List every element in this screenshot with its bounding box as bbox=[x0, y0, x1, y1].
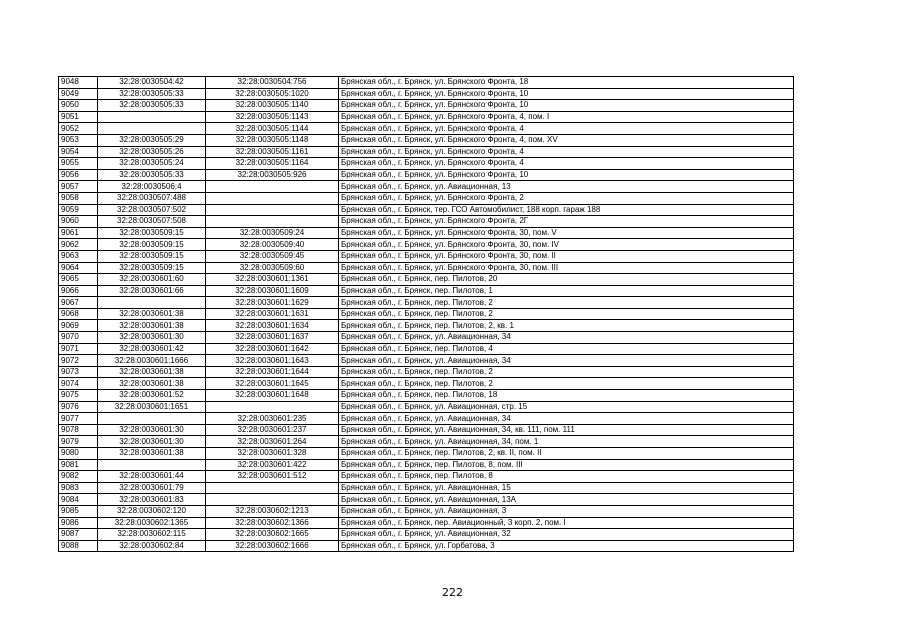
building-cadastral-number-cell bbox=[206, 192, 339, 204]
table-row bbox=[59, 111, 794, 123]
table-row bbox=[59, 239, 794, 251]
building-cadastral-number-cell: 32:28:0030601:1609 bbox=[206, 285, 339, 297]
land-cadastral-number-cell bbox=[98, 297, 206, 309]
address-cell: Брянская обл., г. Брянск, пер. Пилотов, 2 bbox=[339, 378, 794, 390]
land-cadastral-number-cell bbox=[98, 123, 206, 135]
address-cell: Брянская обл., г. Брянск, пер. Пилотов, 2 bbox=[339, 308, 794, 320]
land-cadastral-number-cell: 32:28:0030507:508 bbox=[98, 216, 206, 228]
row-number-cell: 9050 bbox=[59, 100, 98, 112]
address-cell: Брянская обл., г. Брянск, пер. Пилотов, 2, кв. II, пом. II bbox=[339, 448, 794, 460]
table-row bbox=[59, 123, 794, 135]
address-cell: Брянская обл., г. Брянск, ул. Авиационная, 13 bbox=[339, 181, 794, 193]
land-cadastral-number-cell bbox=[98, 111, 206, 123]
land-cadastral-number-cell: 32:28:0030601:30 bbox=[98, 332, 206, 344]
table-row bbox=[59, 204, 794, 216]
land-cadastral-number-cell: 32:28:0030507:502 bbox=[98, 204, 206, 216]
address-cell: Брянская обл., г. Брянск, ул. Авиационная, стр. 15 bbox=[339, 401, 794, 413]
address-cell: Брянская обл., г. Брянск, ул. Брянского Фронта, 4 bbox=[339, 146, 794, 158]
address-cell: Брянская обл., г. Брянск, ул. Авиационная, 34, кв. 111, пом. 111 bbox=[339, 424, 794, 436]
row-number-cell: 9066 bbox=[59, 285, 98, 297]
row-number-cell: 9070 bbox=[59, 332, 98, 344]
row-number-cell: 9074 bbox=[59, 378, 98, 390]
land-cadastral-number-cell: 32:28:0030505:29 bbox=[98, 134, 206, 146]
land-cadastral-number-cell: 32:28:0030505:33 bbox=[98, 169, 206, 181]
address-cell: Брянская обл., г. Брянск, пер. Пилотов, 20 bbox=[339, 274, 794, 286]
address-cell: Брянская обл., г. Брянск, ул. Брянского Фронта, 30, пом. II bbox=[339, 250, 794, 262]
building-cadastral-number-cell: 32:28:0030505:1144 bbox=[206, 123, 339, 135]
table-row bbox=[59, 459, 794, 471]
land-cadastral-number-cell: 32:28:0030601:44 bbox=[98, 471, 206, 483]
address-cell: Брянская обл., г. Брянск, ул. Брянского Фронта, 10 bbox=[339, 100, 794, 112]
table-row bbox=[59, 517, 794, 529]
row-number-cell: 9061 bbox=[59, 227, 98, 239]
address-cell: Брянская обл., г. Брянск, ул. Авиационная, 3 bbox=[339, 505, 794, 517]
building-cadastral-number-cell: 32:28:0030504:756 bbox=[206, 77, 339, 89]
building-cadastral-number-cell: 32:28:0030509:40 bbox=[206, 239, 339, 251]
registry-table-body bbox=[59, 77, 794, 552]
address-cell: Брянская обл., г. Брянск, ул. Авиационная, 13А bbox=[339, 494, 794, 506]
address-cell: Брянская обл., г. Брянск, ул. Брянского Фронта, 30, пом. V bbox=[339, 227, 794, 239]
table-row bbox=[59, 366, 794, 378]
building-cadastral-number-cell: 32:28:0030601:1629 bbox=[206, 297, 339, 309]
land-cadastral-number-cell: 32:28:0030505:33 bbox=[98, 88, 206, 100]
row-number-cell: 9085 bbox=[59, 505, 98, 517]
row-number-cell: 9051 bbox=[59, 111, 98, 123]
table-row bbox=[59, 505, 794, 517]
table-row bbox=[59, 471, 794, 483]
row-number-cell: 9086 bbox=[59, 517, 98, 529]
address-cell: Брянская обл., г. Брянск, ул. Брянского Фронта, 4, пом. XV bbox=[339, 134, 794, 146]
table-row bbox=[59, 297, 794, 309]
table-row bbox=[59, 448, 794, 460]
row-number-cell: 9075 bbox=[59, 390, 98, 402]
row-number-cell: 9053 bbox=[59, 134, 98, 146]
land-cadastral-number-cell: 32:28:0030507:488 bbox=[98, 192, 206, 204]
address-cell: Брянская обл., г. Брянск, пер. Пилотов, 8 bbox=[339, 471, 794, 483]
building-cadastral-number-cell: 32:28:0030601:1643 bbox=[206, 355, 339, 367]
building-cadastral-number-cell: 32:28:0030505:1020 bbox=[206, 88, 339, 100]
row-number-cell: 9071 bbox=[59, 343, 98, 355]
table-row bbox=[59, 494, 794, 506]
building-cadastral-number-cell: 32:28:0030509:24 bbox=[206, 227, 339, 239]
land-cadastral-number-cell: 32:28:0030601:60 bbox=[98, 274, 206, 286]
table-row bbox=[59, 413, 794, 425]
table-row bbox=[59, 192, 794, 204]
table-row bbox=[59, 146, 794, 158]
table-row bbox=[59, 285, 794, 297]
land-cadastral-number-cell: 32:28:0030601:30 bbox=[98, 424, 206, 436]
row-number-cell: 9059 bbox=[59, 204, 98, 216]
building-cadastral-number-cell: 32:28:0030601:1631 bbox=[206, 308, 339, 320]
land-cadastral-number-cell: 32:28:0030509:15 bbox=[98, 239, 206, 251]
address-cell: Брянская обл., г. Брянск, пер. Пилотов, 2 bbox=[339, 297, 794, 309]
table-row bbox=[59, 529, 794, 541]
land-cadastral-number-cell: 32:28:0030601:38 bbox=[98, 308, 206, 320]
land-cadastral-number-cell: 32:28:0030601:38 bbox=[98, 378, 206, 390]
building-cadastral-number-cell: 32:28:0030601:264 bbox=[206, 436, 339, 448]
building-cadastral-number-cell: 32:28:0030601:328 bbox=[206, 448, 339, 460]
building-cadastral-number-cell: 32:28:0030601:1642 bbox=[206, 343, 339, 355]
address-cell: Брянская обл., г. Брянск, ул. Авиационная, 34, пом. 1 bbox=[339, 436, 794, 448]
land-cadastral-number-cell: 32:28:0030601:1651 bbox=[98, 401, 206, 413]
address-cell: Брянская обл., г. Брянск, ул. Горбатова, 3 bbox=[339, 540, 794, 552]
building-cadastral-number-cell bbox=[206, 216, 339, 228]
table-row bbox=[59, 355, 794, 367]
address-cell: Брянская обл., г. Брянск, ул. Брянского Фронта, 30, пом. III bbox=[339, 262, 794, 274]
land-cadastral-number-cell: 32:28:0030601:52 bbox=[98, 390, 206, 402]
address-cell: Брянская обл., г. Брянск, ул. Брянского Фронта, 10 bbox=[339, 88, 794, 100]
row-number-cell: 9056 bbox=[59, 169, 98, 181]
row-number-cell: 9048 bbox=[59, 77, 98, 89]
table-row bbox=[59, 401, 794, 413]
land-cadastral-number-cell: 32:28:0030602:1365 bbox=[98, 517, 206, 529]
building-cadastral-number-cell: 32:28:0030505:1161 bbox=[206, 146, 339, 158]
row-number-cell: 9069 bbox=[59, 320, 98, 332]
land-cadastral-number-cell: 32:28:0030602:120 bbox=[98, 505, 206, 517]
address-cell: Брянская обл., г. Брянск, ул. Брянского Фронта, 4 bbox=[339, 123, 794, 135]
land-cadastral-number-cell: 32:28:0030505:26 bbox=[98, 146, 206, 158]
land-cadastral-number-cell: 32:28:0030509:15 bbox=[98, 262, 206, 274]
row-number-cell: 9083 bbox=[59, 482, 98, 494]
building-cadastral-number-cell: 32:28:0030602:1666 bbox=[206, 540, 339, 552]
building-cadastral-number-cell: 32:28:0030505:1164 bbox=[206, 158, 339, 170]
building-cadastral-number-cell: 32:28:0030601:1634 bbox=[206, 320, 339, 332]
table-row bbox=[59, 181, 794, 193]
building-cadastral-number-cell: 32:28:0030601:237 bbox=[206, 424, 339, 436]
address-cell: Брянская обл., г. Брянск, пер. Пилотов, 2, кв. 1 bbox=[339, 320, 794, 332]
address-cell: Брянская обл., г. Брянск, ул. Брянского Фронта, 4 bbox=[339, 158, 794, 170]
page-number: 222 bbox=[442, 586, 463, 599]
address-cell: Брянская обл., г. Брянск, ул. Авиационная, 34 bbox=[339, 413, 794, 425]
row-number-cell: 9064 bbox=[59, 262, 98, 274]
row-number-cell: 9082 bbox=[59, 471, 98, 483]
row-number-cell: 9062 bbox=[59, 239, 98, 251]
table-row bbox=[59, 227, 794, 239]
table-row bbox=[59, 343, 794, 355]
row-number-cell: 9080 bbox=[59, 448, 98, 460]
land-cadastral-number-cell: 32:28:0030602:115 bbox=[98, 529, 206, 541]
address-cell: Брянская обл., г. Брянск, пер. Пилотов, 4 bbox=[339, 343, 794, 355]
land-cadastral-number-cell: 32:28:0030601:30 bbox=[98, 436, 206, 448]
building-cadastral-number-cell bbox=[206, 482, 339, 494]
land-cadastral-number-cell bbox=[98, 459, 206, 471]
row-number-cell: 9072 bbox=[59, 355, 98, 367]
table-row bbox=[59, 262, 794, 274]
row-number-cell: 9077 bbox=[59, 413, 98, 425]
building-cadastral-number-cell bbox=[206, 401, 339, 413]
table-row bbox=[59, 100, 794, 112]
row-number-cell: 9087 bbox=[59, 529, 98, 541]
row-number-cell: 9063 bbox=[59, 250, 98, 262]
building-cadastral-number-cell: 32:28:0030601:422 bbox=[206, 459, 339, 471]
row-number-cell: 9052 bbox=[59, 123, 98, 135]
table-row bbox=[59, 250, 794, 262]
building-cadastral-number-cell: 32:28:0030505:1148 bbox=[206, 134, 339, 146]
table-row bbox=[59, 216, 794, 228]
row-number-cell: 9079 bbox=[59, 436, 98, 448]
building-cadastral-number-cell bbox=[206, 181, 339, 193]
address-cell: Брянская обл., г. Брянск, пер. Пилотов, 8, пом. III bbox=[339, 459, 794, 471]
table-row bbox=[59, 88, 794, 100]
land-cadastral-number-cell: 32:28:0030509:15 bbox=[98, 250, 206, 262]
registry-table bbox=[58, 76, 794, 552]
table-row bbox=[59, 134, 794, 146]
address-cell: Брянская обл., г. Брянск, пер. Авиационный, 3 корп. 2, пом. I bbox=[339, 517, 794, 529]
building-cadastral-number-cell: 32:28:0030601:235 bbox=[206, 413, 339, 425]
row-number-cell: 9055 bbox=[59, 158, 98, 170]
land-cadastral-number-cell bbox=[98, 413, 206, 425]
building-cadastral-number-cell: 32:28:0030505:1143 bbox=[206, 111, 339, 123]
address-cell: Брянская обл., г. Брянск, пер. Пилотов, 2 bbox=[339, 366, 794, 378]
land-cadastral-number-cell: 32:28:0030602:84 bbox=[98, 540, 206, 552]
row-number-cell: 9088 bbox=[59, 540, 98, 552]
building-cadastral-number-cell: 32:28:0030601:1645 bbox=[206, 378, 339, 390]
table-row bbox=[59, 436, 794, 448]
row-number-cell: 9076 bbox=[59, 401, 98, 413]
building-cadastral-number-cell: 32:28:0030602:1213 bbox=[206, 505, 339, 517]
table-row bbox=[59, 540, 794, 552]
row-number-cell: 9081 bbox=[59, 459, 98, 471]
row-number-cell: 9054 bbox=[59, 146, 98, 158]
land-cadastral-number-cell: 32:28:0030505:24 bbox=[98, 158, 206, 170]
address-cell: Брянская обл., г. Брянск, ул. Авиационная, 34 bbox=[339, 355, 794, 367]
address-cell: Брянская обл., г. Брянск, ул. Брянского Фронта, 10 bbox=[339, 169, 794, 181]
row-number-cell: 9060 bbox=[59, 216, 98, 228]
row-number-cell: 9049 bbox=[59, 88, 98, 100]
table-row bbox=[59, 169, 794, 181]
table-row bbox=[59, 77, 794, 89]
address-cell: Брянская обл., г. Брянск, ул. Авиационная, 15 bbox=[339, 482, 794, 494]
table-row bbox=[59, 378, 794, 390]
land-cadastral-number-cell: 32:28:0030601:1666 bbox=[98, 355, 206, 367]
table-row bbox=[59, 320, 794, 332]
row-number-cell: 9058 bbox=[59, 192, 98, 204]
address-cell: Брянская обл., г. Брянск, ул. Брянского Фронта, 4, пом. I bbox=[339, 111, 794, 123]
building-cadastral-number-cell: 32:28:0030601:1648 bbox=[206, 390, 339, 402]
table-row bbox=[59, 308, 794, 320]
table-row bbox=[59, 332, 794, 344]
address-cell: Брянская обл., г. Брянск, пер. Пилотов, 18 bbox=[339, 390, 794, 402]
land-cadastral-number-cell: 32:28:0030601:42 bbox=[98, 343, 206, 355]
building-cadastral-number-cell bbox=[206, 204, 339, 216]
table-row bbox=[59, 158, 794, 170]
building-cadastral-number-cell: 32:28:0030509:60 bbox=[206, 262, 339, 274]
row-number-cell: 9084 bbox=[59, 494, 98, 506]
address-cell: Брянская обл., г. Брянск, ул. Авиационная, 32 bbox=[339, 529, 794, 541]
table-row bbox=[59, 424, 794, 436]
land-cadastral-number-cell: 32:28:0030505:33 bbox=[98, 100, 206, 112]
table-row bbox=[59, 274, 794, 286]
table-row bbox=[59, 482, 794, 494]
land-cadastral-number-cell: 32:28:0030601:79 bbox=[98, 482, 206, 494]
row-number-cell: 9068 bbox=[59, 308, 98, 320]
row-number-cell: 9067 bbox=[59, 297, 98, 309]
building-cadastral-number-cell: 32:28:0030601:1637 bbox=[206, 332, 339, 344]
address-cell: Брянская обл., г. Брянск, ул. Брянского Фронта, 2Г bbox=[339, 216, 794, 228]
address-cell: Брянская обл., г. Брянск, ул. Брянского Фронта, 30, пом. IV bbox=[339, 239, 794, 251]
building-cadastral-number-cell: 32:28:0030509:45 bbox=[206, 250, 339, 262]
building-cadastral-number-cell: 32:28:0030505:926 bbox=[206, 169, 339, 181]
address-cell: Брянская обл., г. Брянск, ул. Авиационная, 34 bbox=[339, 332, 794, 344]
row-number-cell: 9073 bbox=[59, 366, 98, 378]
land-cadastral-number-cell: 32:28:0030506:4 bbox=[98, 181, 206, 193]
land-cadastral-number-cell: 32:28:0030601:66 bbox=[98, 285, 206, 297]
address-cell: Брянская обл., г. Брянск, ул. Брянского Фронта, 18 bbox=[339, 77, 794, 89]
land-cadastral-number-cell: 32:28:0030509:15 bbox=[98, 227, 206, 239]
table-row bbox=[59, 390, 794, 402]
building-cadastral-number-cell: 32:28:0030602:1665 bbox=[206, 529, 339, 541]
building-cadastral-number-cell: 32:28:0030602:1366 bbox=[206, 517, 339, 529]
address-cell: Брянская обл., г. Брянск, ул. Брянского Фронта, 2 bbox=[339, 192, 794, 204]
building-cadastral-number-cell: 32:28:0030505:1140 bbox=[206, 100, 339, 112]
land-cadastral-number-cell: 32:28:0030601:83 bbox=[98, 494, 206, 506]
building-cadastral-number-cell: 32:28:0030601:1361 bbox=[206, 274, 339, 286]
address-cell: Брянская обл., г. Брянск, тер. ГСО Автомобилист, 188 корп. гараж 188 bbox=[339, 204, 794, 216]
building-cadastral-number-cell bbox=[206, 494, 339, 506]
row-number-cell: 9065 bbox=[59, 274, 98, 286]
building-cadastral-number-cell: 32:28:0030601:512 bbox=[206, 471, 339, 483]
row-number-cell: 9078 bbox=[59, 424, 98, 436]
address-cell: Брянская обл., г. Брянск, пер. Пилотов, 1 bbox=[339, 285, 794, 297]
land-cadastral-number-cell: 32:28:0030504:42 bbox=[98, 77, 206, 89]
land-cadastral-number-cell: 32:28:0030601:38 bbox=[98, 448, 206, 460]
land-cadastral-number-cell: 32:28:0030601:38 bbox=[98, 366, 206, 378]
row-number-cell: 9057 bbox=[59, 181, 98, 193]
building-cadastral-number-cell: 32:28:0030601:1644 bbox=[206, 366, 339, 378]
land-cadastral-number-cell: 32:28:0030601:38 bbox=[98, 320, 206, 332]
